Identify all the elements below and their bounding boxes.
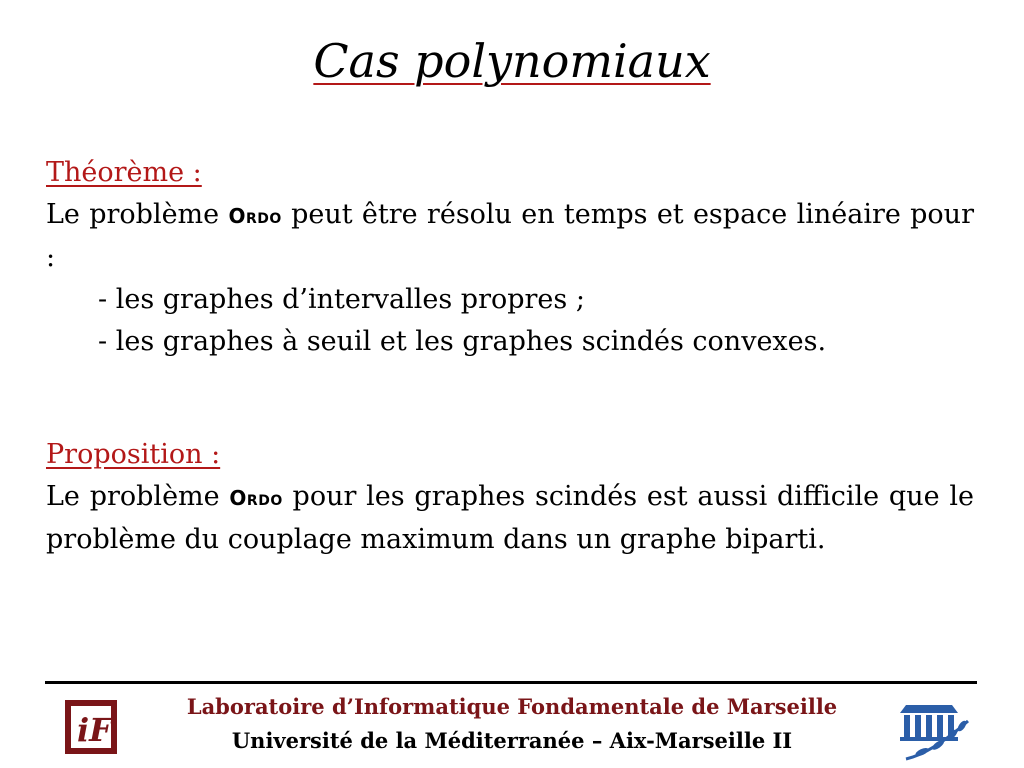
proposition-statement — [46, 476, 974, 561]
list-item: - les graphes à seuil et les graphes scindés convexes. — [98, 326, 827, 357]
slide-title-text: Cas polynomiaux — [313, 34, 711, 88]
footer-university-name: Université de la Méditerranée – Aix-Marseille II — [231, 728, 793, 753]
theorem-block — [46, 152, 974, 363]
problem-name-ordo: Ordo — [228, 204, 282, 228]
problem-name-ordo: Ordo — [229, 486, 283, 510]
proposition-text-after: pour les graphes scindés est aussi difficile que le problème du couplage maximum dans un graphe biparti. — [46, 481, 974, 555]
lif-logo-text: iF — [77, 711, 112, 749]
theorem-statement — [46, 194, 974, 279]
footer-lab-name: Laboratoire d’Informatique Fondamentale de Marseille — [186, 694, 838, 719]
list-item: - les graphes d’intervalles propres ; — [98, 284, 585, 315]
footer-divider — [45, 681, 977, 684]
theorem-list — [46, 279, 974, 363]
theorem-text-before: Le problème — [46, 199, 220, 230]
theorem-heading: Théorème : — [46, 157, 202, 188]
university-temple-icon — [892, 697, 974, 763]
theorem-text-after: peut être résolu en temps et espace linéaire pour : — [46, 199, 974, 273]
slide-title — [0, 34, 1024, 88]
proposition-heading: Proposition : — [46, 439, 221, 470]
proposition-block — [46, 434, 974, 561]
proposition-text-before: Le problème — [46, 481, 220, 512]
